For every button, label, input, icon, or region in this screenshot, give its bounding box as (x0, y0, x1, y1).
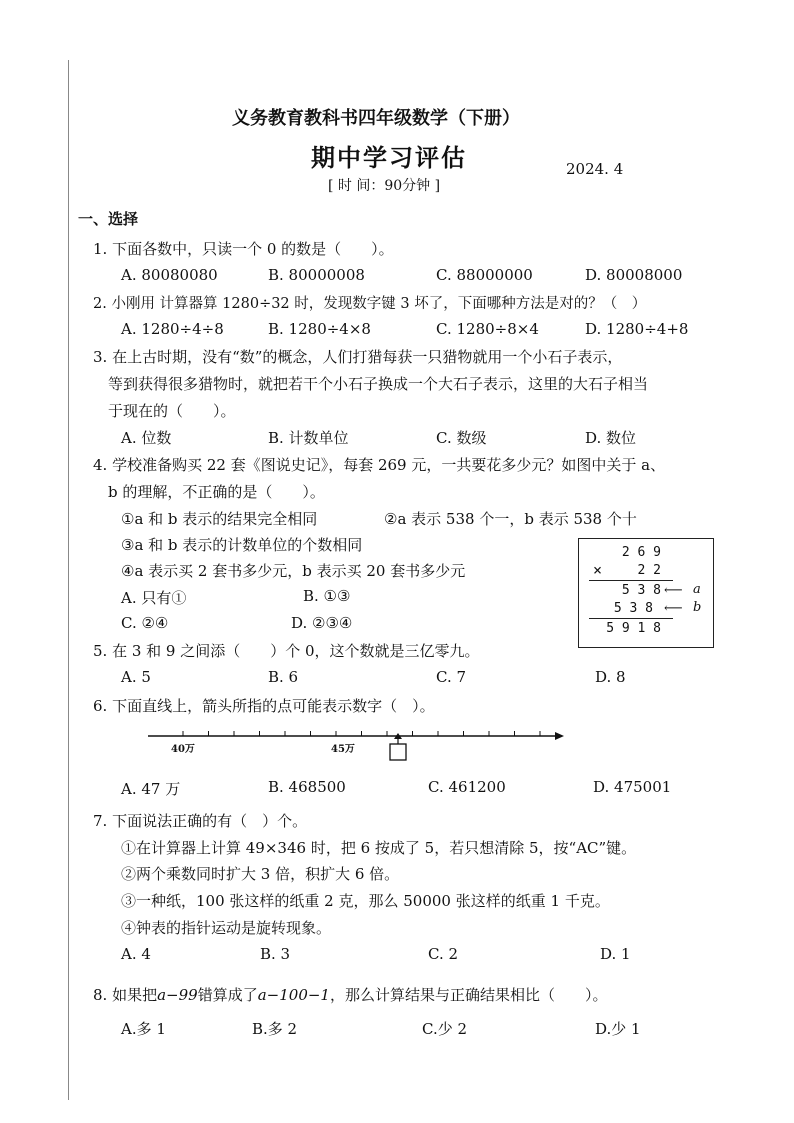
q8-option-a: A.多 1 (121, 1020, 166, 1038)
q4-line-2: b 的理解，不正确的是（ ）。 (108, 483, 325, 501)
q2-option-b: B. 1280÷4×8 (268, 320, 371, 338)
vertical-multiplication-box (578, 538, 714, 648)
q3-option-c: C. 数级 (436, 429, 487, 447)
q3-line-1: 3. 在上古时期，没有“数”的概念，人们打猎每获一只猎物就用一个小石子表示， (93, 348, 623, 366)
q3-option-a: A. 位数 (121, 429, 172, 447)
q4-statement-4: ④a 表示买 2 套书多少元，b 表示买 20 套书多少元 (121, 562, 466, 580)
q4-option-c: C. ②④ (121, 614, 169, 632)
calc-multiplier: 2 2 (637, 563, 661, 578)
q1-option-b: B. 80000008 (268, 266, 365, 284)
q1-option-a: A. 80080080 (121, 266, 218, 284)
book-title: 义务教育教科书四年级数学（下册） (232, 108, 520, 129)
calc-result: 5 9 1 8 (606, 621, 661, 636)
number-line (140, 722, 570, 772)
q1-option-c: C. 88000000 (436, 266, 533, 284)
calc-partial-a: 5 3 8 (621, 583, 661, 598)
q7-statement-4: ④钟表的指针运动是旋转现象。 (121, 919, 332, 937)
q4-option-d: D. ②③④ (291, 614, 353, 632)
q8-expression-2: a−100−1 (257, 986, 330, 1004)
exam-date: 2024. 4 (566, 160, 624, 178)
q8-prefix: 8. 如果把 (93, 986, 158, 1004)
q4-line-1: 4. 学校准备购买 22 套《图说史记》，每套 269 元，一共要花多少元？如图中关于 a、 (93, 456, 666, 474)
q3-line-3: 于现在的（ ）。 (108, 402, 236, 420)
binding-margin-line (68, 60, 69, 1100)
q2-option-a: A. 1280÷4÷8 (121, 320, 224, 338)
q3-line-2: 等到获得很多猎物时，就把若干个小石子换成一个大石子表示，这里的大石子相当 (108, 375, 649, 393)
calc-partial-b: 5 3 8 (613, 601, 653, 616)
q8-expression-1: a−99 (157, 986, 198, 1004)
q4-option-b: B. ①③ (303, 587, 351, 605)
q4-statement-1: ①a 和 b 表示的结果完全相同 (121, 510, 318, 528)
q7-option-a: A. 4 (121, 945, 151, 963)
q6-option-b: B. 468500 (268, 778, 346, 796)
q2-stem: 2. 小刚用 计算器算 1280÷32 时，发现数字键 3 坏了，下面哪种方法是对的？（ ） (93, 296, 647, 312)
arrow-b-icon: ⟵ (664, 601, 683, 616)
q5-option-d: D. 8 (595, 668, 626, 686)
number-line-label-40: 40万 (171, 744, 195, 755)
calc-multiplicand: 2 6 9 (621, 545, 661, 560)
calc-times-sign: × (593, 561, 603, 579)
q7-statement-3: ③一种纸，100 张这样的纸重 2 克，那么 50000 张这样的纸重 1 千克。 (121, 892, 610, 910)
q8-middle: 错算成了 (197, 986, 258, 1004)
q7-stem: 7. 下面说法正确的有（ ）个。 (93, 812, 308, 830)
number-line-label-45: 45万 (331, 744, 355, 755)
exam-title: 期中学习评估 (311, 143, 467, 172)
q6-option-c: C. 461200 (428, 778, 506, 796)
calc-rule-1 (589, 580, 673, 581)
q6-stem: 6. 下面直线上，箭头所指的点可能表示数字（ ）。 (93, 697, 435, 715)
q1-stem: 1. 下面各数中，只读一个 0 的数是（ ）。 (93, 240, 394, 258)
q4-statement-3: ③a 和 b 表示的计数单位的个数相同 (121, 536, 363, 554)
q3-option-b: B. 计数单位 (268, 429, 349, 447)
q5-option-b: B. 6 (268, 668, 299, 686)
q7-option-b: B. 3 (260, 945, 291, 963)
q5-option-a: A. 5 (121, 668, 151, 686)
q6-option-a: A. 47 万 (121, 780, 181, 798)
q1-option-d: D. 80008000 (585, 266, 683, 284)
q3-option-d: D. 数位 (585, 429, 637, 447)
calc-label-b: b (693, 600, 702, 615)
q5-option-c: C. 7 (436, 668, 467, 686)
q8-suffix: ，那么计算结果与正确结果相比（ ）。 (329, 986, 608, 1004)
q6-option-d: D. 475001 (593, 778, 672, 796)
q4-option-a: A. 只有① (121, 589, 187, 607)
exam-duration: [ 时 间：90分钟 ] (328, 178, 441, 194)
answer-box (390, 744, 406, 760)
q8-option-c: C.少 2 (422, 1020, 468, 1038)
calc-rule-2 (589, 618, 673, 619)
q7-statement-1: ①在计算器上计算 49×346 时，把 6 按成了 5，若只想清除 5，按“AC”键。 (121, 839, 637, 857)
q2-option-d: D. 1280÷4+8 (585, 320, 689, 338)
section-heading: 一、选择 (78, 210, 139, 228)
calc-label-a: a (693, 582, 701, 597)
arrow-a-icon: ⟵ (664, 583, 683, 598)
number-line-arrowhead (555, 732, 564, 740)
q8-option-b: B.多 2 (252, 1020, 298, 1038)
q8-option-d: D.少 1 (595, 1020, 641, 1038)
q7-option-d: D. 1 (600, 945, 631, 963)
q7-statement-2: ②两个乘数同时扩大 3 倍，积扩大 6 倍。 (121, 865, 400, 883)
q8-stem (93, 984, 608, 1005)
q5-stem: 5. 在 3 和 9 之间添（ ）个 0，这个数就是三亿零九。 (93, 642, 480, 660)
q2-option-c: C. 1280÷8×4 (436, 320, 539, 338)
q7-option-c: C. 2 (428, 945, 459, 963)
q4-statement-2: ②a 表示 538 个一，b 表示 538 个十 (384, 510, 637, 528)
